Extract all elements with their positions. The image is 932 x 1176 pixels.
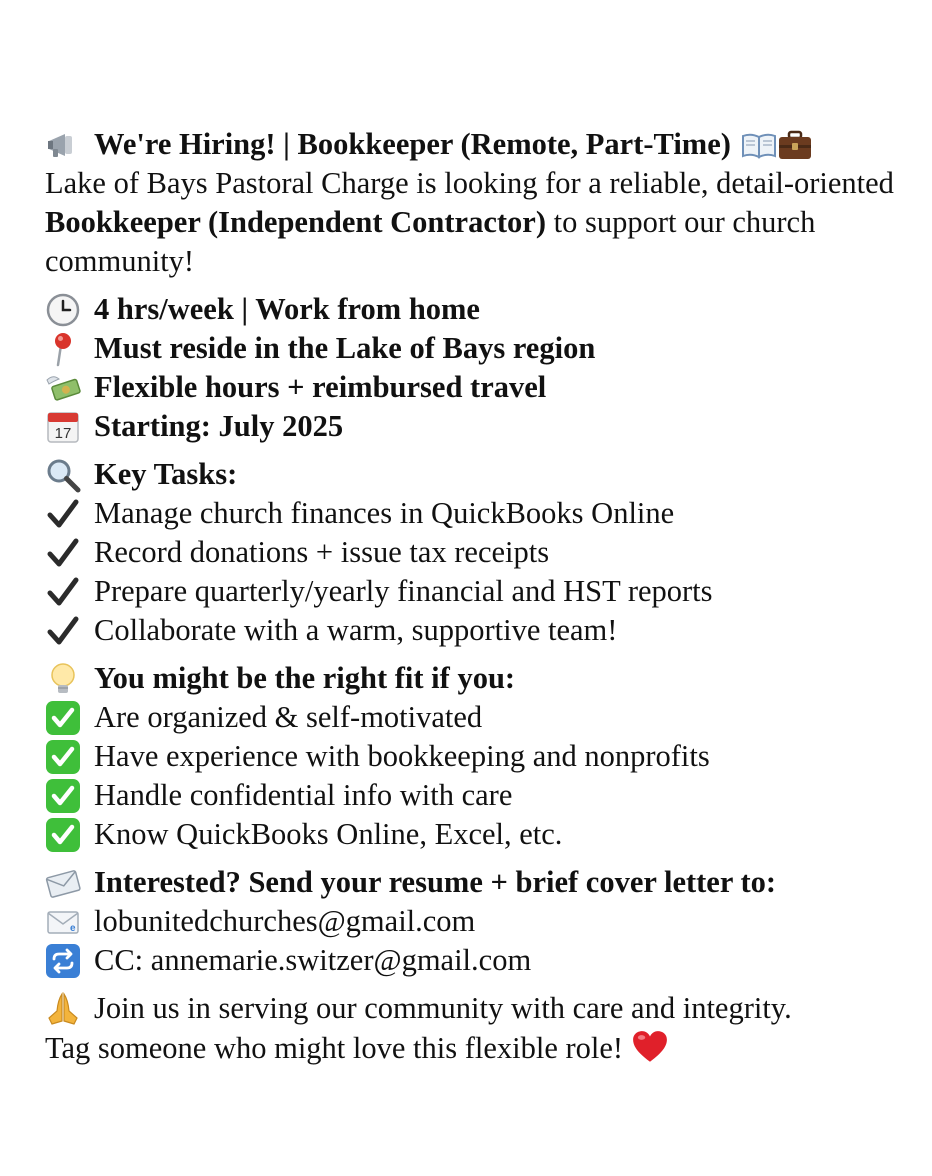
fit-item (45, 698, 915, 737)
contact-email[interactable]: lobunitedchurches@gmail.com (94, 904, 476, 938)
incoming-envelope-icon (45, 865, 81, 901)
check-mark-icon (45, 613, 81, 649)
task-item (45, 572, 915, 611)
location-pin-icon (45, 331, 81, 367)
fit-item (45, 815, 915, 854)
clock-icon (45, 292, 81, 328)
post-title: We're Hiring! | Bookkeeper (Remote, Part-Time) (94, 127, 731, 161)
post-title-row (45, 125, 915, 164)
fit-heading: You might be the right fit if you: (94, 661, 516, 695)
fit-text: Know QuickBooks Online, Excel, etc. (94, 817, 563, 851)
task-item (45, 494, 915, 533)
money-with-wings-icon (45, 370, 81, 406)
check-mark-icon (45, 496, 81, 532)
task-item (45, 533, 915, 572)
briefcase-icon (777, 127, 813, 163)
repeat-arrows-icon (45, 943, 81, 979)
calendar-day-text: 17 (54, 424, 72, 442)
cc-row (45, 941, 915, 980)
folded-hands-icon (45, 991, 81, 1027)
green-check-box-icon (45, 700, 81, 736)
email-row (45, 902, 915, 941)
red-heart-icon (631, 1028, 669, 1066)
detail-text: Flexible hours + reimbursed travel (94, 370, 547, 404)
intro-text-start: Lake of Bays Pastoral Charge is looking for a reliable, detail-oriented (45, 166, 894, 200)
key-tasks-heading-row (45, 455, 915, 494)
intro-role: Bookkeeper (Independent Contractor) (45, 205, 546, 239)
magnifying-glass-icon (45, 457, 81, 493)
contact-heading: Interested? Send your resume + brief cover letter to: (94, 865, 777, 899)
detail-row (45, 407, 915, 446)
fit-text: Handle confidential info with care (94, 778, 513, 812)
closing-row (45, 989, 915, 1028)
closing-line-2-row (45, 1028, 915, 1068)
fit-item (45, 776, 915, 815)
key-tasks-heading: Key Tasks: (94, 457, 238, 491)
calendar-icon (45, 409, 81, 445)
fit-text: Are organized & self-motivated (94, 700, 483, 734)
megaphone-icon (45, 127, 81, 163)
light-bulb-icon (45, 661, 81, 697)
task-text: Record donations + issue tax receipts (94, 535, 550, 569)
green-check-box-icon (45, 778, 81, 814)
contact-heading-row (45, 863, 915, 902)
email-icon (45, 904, 81, 940)
svg-text:e: e (70, 922, 76, 934)
detail-text: 4 hrs/week | Work from home (94, 292, 480, 326)
task-item (45, 611, 915, 650)
task-text: Prepare quarterly/yearly financial and HST reports (94, 574, 713, 608)
fit-text: Have experience with bookkeeping and nonprofits (94, 739, 710, 773)
task-text: Collaborate with a warm, supportive team! (94, 613, 618, 647)
detail-row (45, 290, 915, 329)
fit-heading-row (45, 659, 915, 698)
check-mark-icon (45, 574, 81, 610)
closing-line-2: Tag someone who might love this flexible role! (45, 1031, 624, 1065)
open-book-icon (741, 127, 777, 163)
green-check-box-icon (45, 739, 81, 775)
green-check-box-icon (45, 817, 81, 853)
detail-row (45, 329, 915, 368)
detail-text: Must reside in the Lake of Bays region (94, 331, 596, 365)
intro-paragraph (45, 164, 915, 281)
check-mark-icon (45, 535, 81, 571)
intro-text-end: to support our church community! (45, 205, 816, 278)
hiring-post (45, 125, 915, 1068)
detail-row (45, 368, 915, 407)
detail-text: Starting: July 2025 (94, 409, 344, 443)
contact-cc[interactable]: CC: annemarie.switzer@gmail.com (94, 943, 532, 977)
task-text: Manage church finances in QuickBooks Online (94, 496, 675, 530)
closing-line-1: Join us in serving our community with care and integrity. (94, 991, 792, 1025)
fit-item (45, 737, 915, 776)
